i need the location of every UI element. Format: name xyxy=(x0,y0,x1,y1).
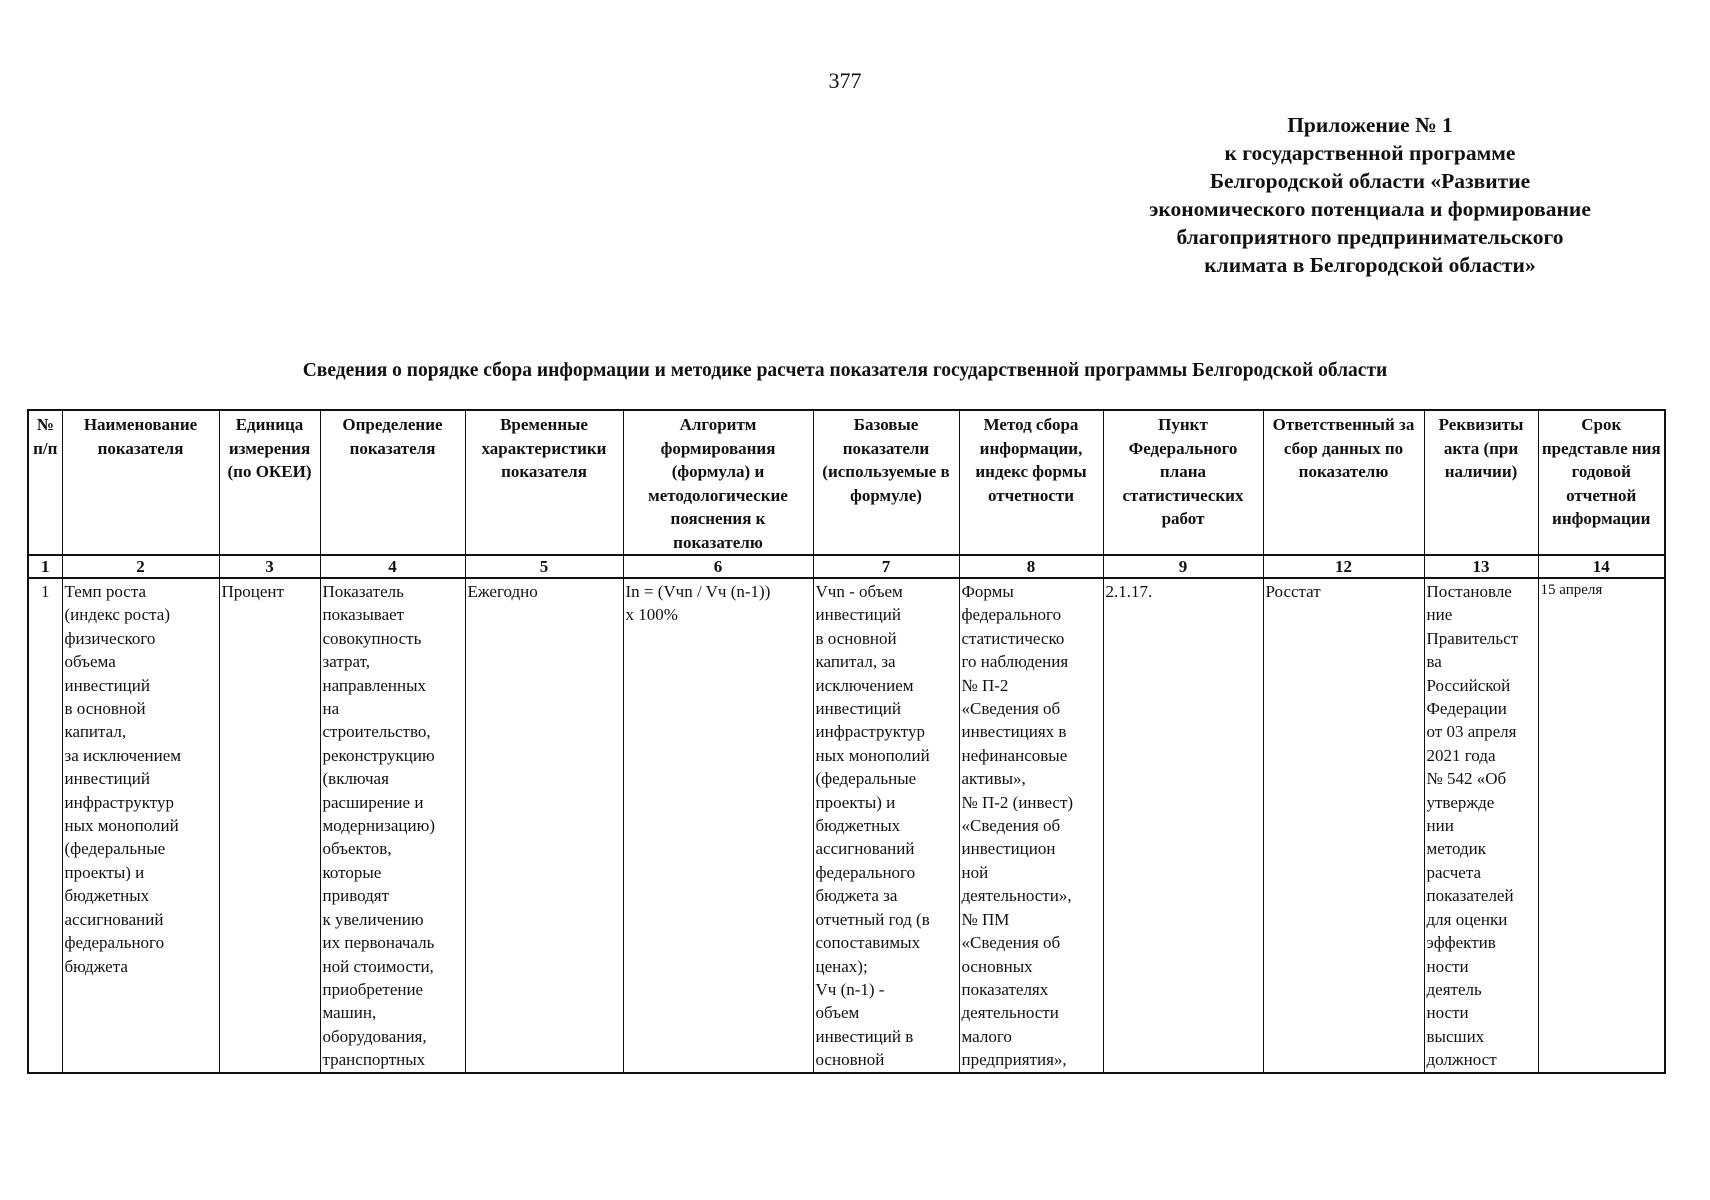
column-number: 2 xyxy=(62,555,219,578)
column-number: 12 xyxy=(1263,555,1424,578)
column-number: 14 xyxy=(1538,555,1665,578)
column-header: Ответственный за сбор данных по показателю xyxy=(1263,410,1424,555)
table-cell-collection-method xyxy=(959,578,1103,1073)
table-row xyxy=(28,578,1665,1073)
table-cell-base-indicators xyxy=(813,578,959,1073)
table-cell-formula xyxy=(623,578,813,1073)
appendix-line: климата в Белгородской области» xyxy=(1204,253,1536,277)
column-header: Наименование показателя xyxy=(62,410,219,555)
appendix-line: к государственной программе xyxy=(1224,141,1516,165)
cell-text: Темп роста (индекс роста) физического объема инвестиций в основной капитал, за исключением инвестиций инфраструктур ных монополий (федеральные проекты) и бюджетных ассигнований федерального бюджета xyxy=(64,582,182,976)
cell-text: 1 xyxy=(41,582,50,601)
column-number: 3 xyxy=(219,555,320,578)
table-cell-time-characteristics xyxy=(465,578,623,1073)
cell-text: Показатель показывает совокупность затрат, направленных на строительство, реконструкцию (включая расширение и модернизацию) объектов, которые приводят к увеличению их первоначаль ной стоимости, приобретение машин, оборудования, транспортных xyxy=(322,582,435,1070)
header-row xyxy=(28,410,1665,555)
column-header: Срок представле ния годовой отчетной информации xyxy=(1538,410,1665,555)
column-header: Определение показателя xyxy=(320,410,465,555)
cell-text: Процент xyxy=(221,582,284,601)
table-cell-deadline xyxy=(1538,578,1665,1073)
cell-text: Постановле ние Правительст ва Российской Федерации от 03 апреля 2021 года № 542 «Об утвержде нии методик расчета показателей для оценки эффектив ности деятель ности высших должност xyxy=(1426,582,1519,1070)
document-title: Сведения о порядке сбора информации и методике расчета показателя государственной программы Белгородской области xyxy=(302,360,1388,381)
column-number: 7 xyxy=(813,555,959,578)
column-number: 13 xyxy=(1424,555,1538,578)
cell-text: Росстат xyxy=(1265,582,1321,601)
column-number: 8 xyxy=(959,555,1103,578)
appendix-line: экономического потенциала и формирование xyxy=(1149,197,1591,221)
cell-text: Vчn - объем инвестиций в основной капитал, за исключением инвестиций инфраструктур ных монополий (федеральные проекты) и бюджетных ассигнований федерального бюджета за отчетный год (в сопоставимых ценах); Vч (n-1) - объем инвестиций в основной xyxy=(815,582,930,1070)
table-cell-act-details xyxy=(1424,578,1538,1073)
column-header: Алгоритм формирования (формула) и методологические пояснения к показателю xyxy=(623,410,813,555)
table-cell-row-number xyxy=(28,578,62,1073)
column-number-row xyxy=(28,555,1665,578)
column-number: 4 xyxy=(320,555,465,578)
appendix-line: Приложение № 1 xyxy=(1287,113,1453,137)
appendix-line: благоприятного предпринимательского xyxy=(1176,225,1564,249)
cell-text: Формы федерального статистическо го наблюдения № П-2 «Сведения об инвестициях в нефинансовые активы», № П-2 (инвест) «Сведения об инвестицион ной деятельности», № ПМ «Сведения об основных показателях деятельности малого предприятия», xyxy=(961,582,1074,1070)
column-header: Единица измерения (по ОКЕИ) xyxy=(219,410,320,555)
column-header: Реквизиты акта (при наличии) xyxy=(1424,410,1538,555)
table-cell-indicator-name xyxy=(62,578,219,1073)
table-cell-definition xyxy=(320,578,465,1073)
column-number: 5 xyxy=(465,555,623,578)
column-header: Пункт Федерального плана статистических работ xyxy=(1103,410,1263,555)
column-number: 9 xyxy=(1103,555,1263,578)
column-header: Временные характеристики показателя xyxy=(465,410,623,555)
table-cell-unit xyxy=(219,578,320,1073)
cell-text: In = (Vчn / Vч (n-1)) x 100% xyxy=(625,582,771,625)
column-number: 1 xyxy=(28,555,62,578)
cell-text: 2.1.17. xyxy=(1105,582,1153,601)
column-number: 6 xyxy=(623,555,813,578)
appendix-line: Белгородской области «Развитие xyxy=(1209,169,1531,193)
table-cell-responsible xyxy=(1263,578,1424,1073)
table-cell-federal-plan-item xyxy=(1103,578,1263,1073)
appendix-header xyxy=(1100,111,1640,279)
page-number: 377 xyxy=(828,68,862,93)
column-header: Метод сбора информации, индекс формы отчетности xyxy=(959,410,1103,555)
cell-text: Ежегодно xyxy=(467,582,538,601)
cell-text: 15 апреля xyxy=(1540,582,1603,598)
indicator-info-table xyxy=(27,409,1666,1074)
column-header: № п/п xyxy=(28,410,62,555)
column-header: Базовые показатели (используемые в формуле) xyxy=(813,410,959,555)
